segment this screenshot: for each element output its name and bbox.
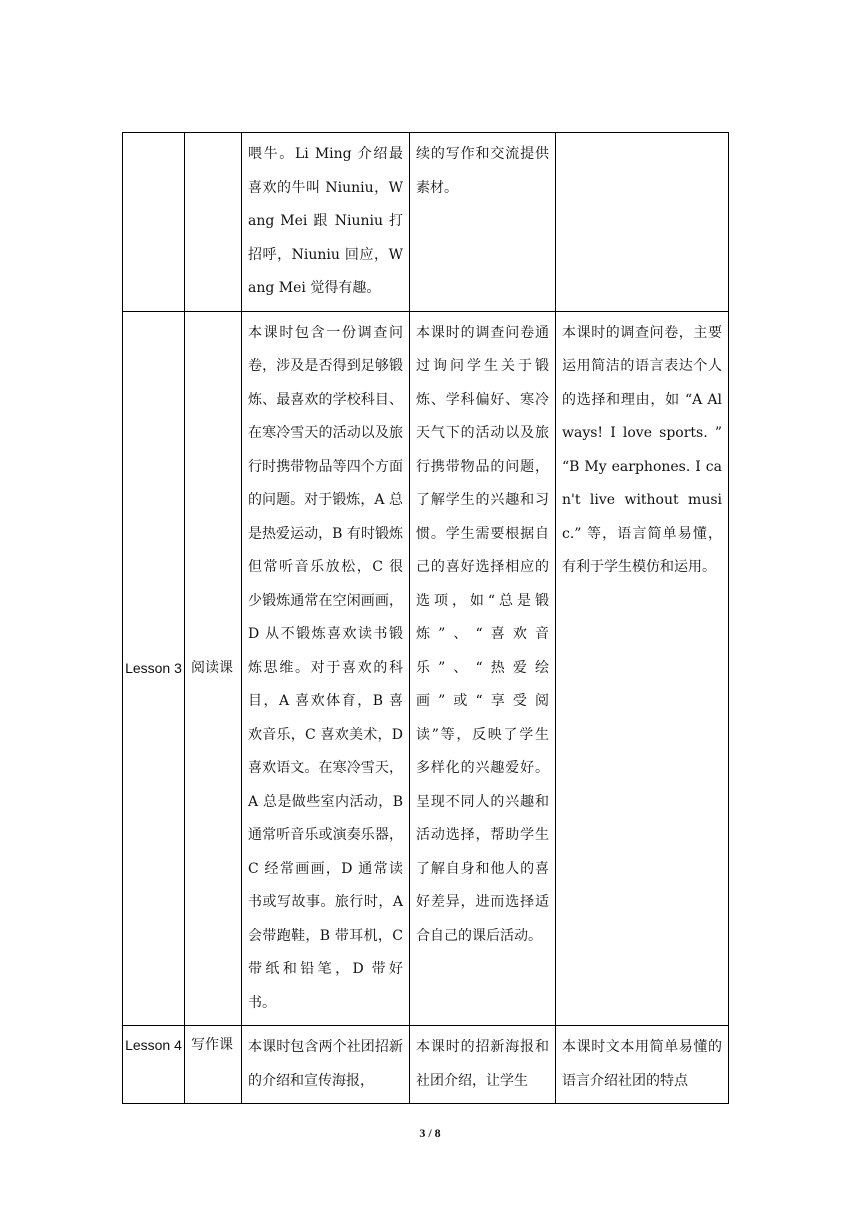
language-cell — [556, 133, 729, 312]
content-cell: 喂牛。Li Ming 介绍最喜欢的牛叫 Niuniu，Wang Mei 跟 Niuniu 打招呼，Niuniu 回应，Wang Mei 觉得有趣。 — [242, 133, 410, 312]
lesson-cell — [123, 133, 185, 312]
lesson-type-cell — [185, 133, 242, 312]
page-number: 3 / 8 — [419, 1126, 441, 1140]
table-row — [123, 311, 729, 1026]
purpose-cell: 本课时的调查问卷通过询问学生关于锻炼、学科偏好、寒冷天气下的活动以及旅行携带物品的问题，了解学生的兴趣和习惯。学生需要根据自己的喜好选择相应的选项，如“总是锻炼”、“喜欢音乐”、“热爱绘画”或“享受阅读”等，反映了学生多样化的兴趣爱好。呈现不同人的兴趣和活动选择，帮助学生了解自身和他人的喜好差异，进而选择适合自己的课后活动。 — [410, 311, 556, 1026]
lesson-type-cell: 阅读课 — [185, 311, 242, 1026]
lesson-analysis-table — [122, 132, 729, 1104]
lesson-cell: Lesson 3 — [123, 311, 185, 1026]
table-row — [123, 1026, 729, 1104]
table-row — [123, 133, 729, 312]
language-cell: 本课时的调查问卷，主要运用简洁的语言表达个人的选择和理由，如 “A Always! I love sports. ” “B My earphones. I can't live without music.” 等，语言简单易懂，有利于学生模仿和运用。 — [556, 311, 729, 1026]
language-cell: 本课时文本用简单易懂的语言介绍社团的特点 — [556, 1026, 729, 1104]
lesson-type-cell: 写作课 — [185, 1026, 242, 1104]
content-cell: 本课时包含一份调查问卷，涉及是否得到足够锻炼、最喜欢的学校科目、在寒冷雪天的活动以及旅行时携带物品等四个方面的问题。对于锻炼，A 总是热爱运动，B 有时锻炼但常听音乐放松，C 很少锻炼通常在空闲画画，D 从不锻炼喜欢读书锻炼思维。对于喜欢的科目，A 喜欢体育，B 喜欢音乐，C 喜欢美术，D 喜欢语文。在寒冷雪天，A 总是做些室内活动，B 通常听音乐或演奏乐器，C 经常画画，D 通常读书或写故事。旅行时，A 会带跑鞋，B 带耳机，C 带纸和铅笔，D 带好书。 — [242, 311, 410, 1026]
content-cell: 本课时包含两个社团招新的介绍和宣传海报， — [242, 1026, 410, 1104]
purpose-cell: 本课时的招新海报和社团介绍，让学生 — [410, 1026, 556, 1104]
purpose-cell: 续的写作和交流提供素材。 — [410, 133, 556, 312]
lesson-cell: Lesson 4 — [123, 1026, 185, 1104]
